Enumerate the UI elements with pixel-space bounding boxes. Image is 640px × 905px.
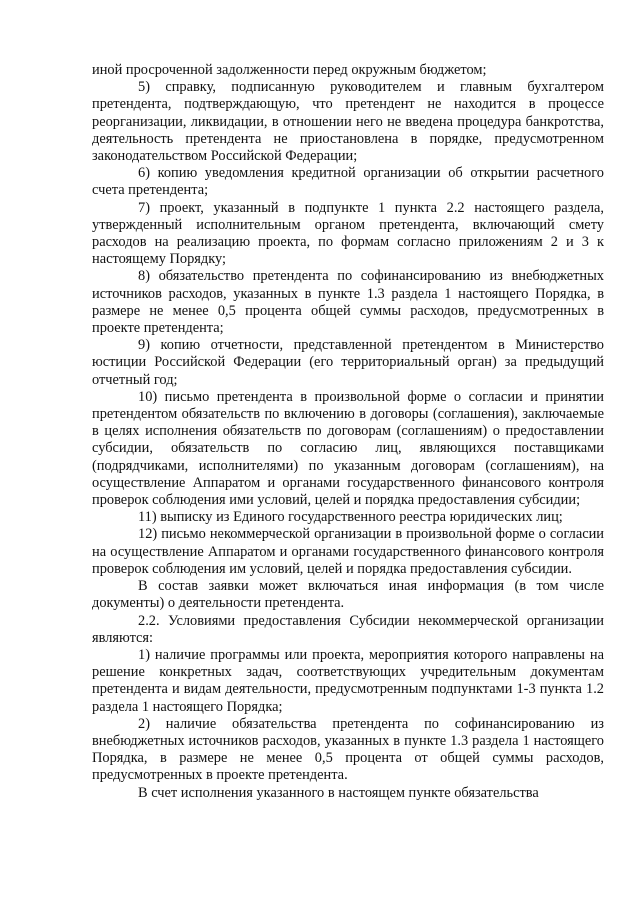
paragraph-additional-info: В состав заявки может включаться иная информация (в том числе документы) о деятельности претендента.	[92, 578, 604, 612]
paragraph-item-8: 8) обязательство претендента по софинансированию из внебюджетных источников расходов, указанных в пункте 1.3 раздела 1 настоящего Порядка, в размере не менее 0,5 процента общей суммы расходов, предусмотренных в проекте претендента;	[92, 268, 604, 337]
paragraph-item-10: 10) письмо претендента в произвольной форме о согласии и принятии претендентом обязательств по включению в договоры (соглашения), заключаемые в целях исполнения обязательств по договорам (соглашениям) о предоставлении субсидии, обязательств по согласию лиц, являющихся поставщиками (подрядчиками, исполнителями) по указанным договорам (соглашениям), на осуществление Аппаратом и органами государственного финансового контроля проверок соблюдения ими условий, целей и порядка предоставления субсидии;	[92, 388, 604, 509]
paragraph-item-6: 6) копию уведомления кредитной организации об открытии расчетного счета претендента;	[92, 165, 604, 199]
paragraph-item-7: 7) проект, указанный в подпункте 1 пункта 2.2 настоящего раздела, утвержденный исполнительным органом претендента, включающий смету расходов на реализацию проекта, по формам согласно приложениям 2 и 3 к настоящему Порядку;	[92, 199, 604, 268]
paragraph-item-11: 11) выписку из Единого государственного реестра юридических лиц;	[138, 509, 563, 526]
paragraph-item-12: 12) письмо некоммерческой организации в произвольной форме о согласии на осуществление Аппаратом и органами государственного финансового контроля проверок соблюдения им условий, целей и порядка предоставления субсидии.	[92, 526, 604, 577]
paragraph-section-2-2: 2.2. Условиями предоставления Субсидии некоммерческой организации являются:	[92, 612, 604, 646]
paragraph-item-9: 9) копию отчетности, представленной претендентом в Министерство юстиции Российской Федерации (его территориальный орган) за предыдущий отчетный год;	[92, 337, 604, 388]
paragraph-item-5: 5) справку, подписанную руководителем и главным бухгалтером претендента, подтверждающую, что претендент не находится в процессе реорганизации, ликвидации, в отношении него не введена процедура банкротства, деятельность претендента не приостановлена в порядке, предусмотренном законодательством Российской Федерации;	[92, 79, 604, 165]
document-page	[92, 62, 604, 802]
paragraph-condition-1: 1) наличие программы или проекта, мероприятия которого направлены на решение конкретных задач, соответствующих учредительным документам претендента и видам деятельности, предусмотренным подпунктами 1-3 пункта 1.2 раздела 1 настоящего Порядка;	[92, 646, 604, 715]
paragraph-obligation-fulfillment: В счет исполнения указанного в настоящем пункте обязательства	[138, 784, 539, 801]
paragraph-condition-2: 2) наличие обязательства претендента по софинансированию из внебюджетных источников расходов, указанных в пункте 1.3 раздела 1 настоящего Порядка, в размере не менее 0,5 процента от общей суммы расходов, предусмотренных в проекте претендента.	[92, 715, 604, 784]
paragraph-debt-continuation: иной просроченной задолженности перед окружным бюджетом;	[92, 62, 487, 78]
